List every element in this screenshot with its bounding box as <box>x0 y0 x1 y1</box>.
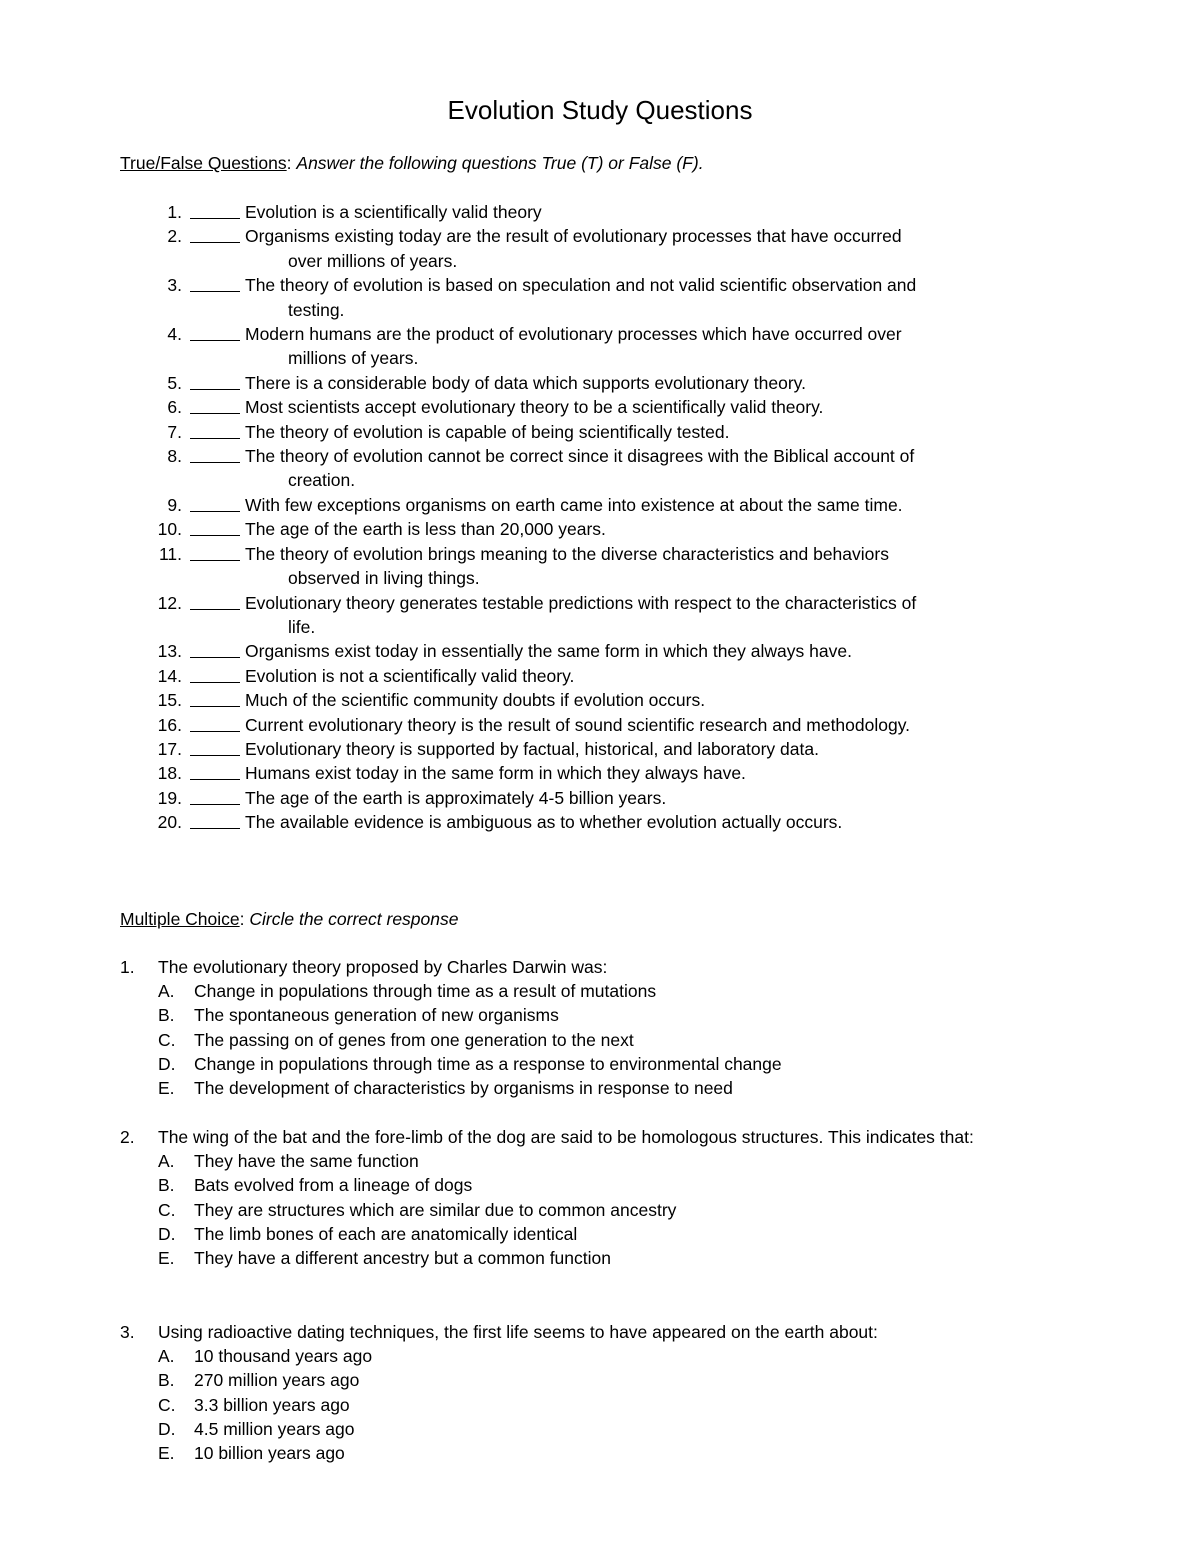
tf-question <box>120 639 1090 663</box>
tf-question-text: Evolution is not a scientifically valid theory. <box>245 665 575 686</box>
tf-question <box>120 444 1090 493</box>
tf-question-text: Modern humans are the product of evolutionary processes which have occurred over <box>245 324 902 345</box>
tf-question-text: Most scientists accept evolutionary theory to be a scientifically valid theory. <box>245 397 824 418</box>
tf-question-number: 9. <box>167 494 182 515</box>
tf-question-number: 18. <box>157 763 182 784</box>
tf-question-text: Evolutionary theory generates testable predictions with respect to the characteristics of <box>245 592 917 613</box>
tf-question-number: 10. <box>157 519 182 540</box>
tf-question-number: 19. <box>157 787 182 808</box>
mc-option-letter: D. <box>158 1418 176 1439</box>
mc-option[interactable] <box>120 1222 1080 1246</box>
mc-question-text: The wing of the bat and the fore-limb of the dog are said to be homologous structures. This indicates that: <box>158 1127 974 1147</box>
mc-option-letter: C. <box>158 1029 176 1050</box>
answer-blank[interactable] <box>190 493 240 512</box>
tf-question <box>120 493 1090 517</box>
mc-option-text: They are structures which are similar due to common ancestry <box>194 1199 677 1220</box>
tf-question-number: 1. <box>167 202 182 222</box>
answer-blank[interactable] <box>190 273 240 292</box>
tf-question-text: Organisms exist today in essentially the same form in which they always have. <box>245 641 852 662</box>
mc-question-number: 2. <box>120 1127 135 1147</box>
tf-question <box>120 224 1090 273</box>
mc-option[interactable] <box>120 1441 1080 1465</box>
tf-question-text: Much of the scientific community doubts if evolution occurs. <box>245 690 706 711</box>
mc-option[interactable] <box>120 1028 1080 1052</box>
tf-question <box>120 688 1090 712</box>
tf-instruction: Answer the following questions True (T) or False (F). <box>296 153 704 173</box>
mc-option-text: The development of characteristics by organisms in response to need <box>194 1078 733 1099</box>
tf-question <box>120 761 1090 785</box>
mc-option-text: 10 billion years ago <box>194 1443 345 1464</box>
tf-question-text: The theory of evolution cannot be correct since it disagrees with the Biblical account of <box>245 446 915 467</box>
tf-question-text: Humans exist today in the same form in which they always have. <box>245 763 746 784</box>
mc-question <box>120 1320 1080 1465</box>
mc-option[interactable] <box>120 979 1080 1003</box>
mc-option-text: The spontaneous generation of new organisms <box>194 1005 559 1026</box>
tf-question-text: Current evolutionary theory is the result of sound scientific research and methodology. <box>245 714 911 735</box>
answer-blank[interactable] <box>190 200 240 219</box>
mc-option[interactable] <box>120 1173 1080 1197</box>
mc-option-text: Change in populations through time as a response to environmental change <box>194 1053 782 1074</box>
mc-option-text: The limb bones of each are anatomically identical <box>194 1223 578 1244</box>
tf-heading: True/False Questions <box>120 153 287 173</box>
tf-question <box>120 810 1090 834</box>
mc-question-text: The evolutionary theory proposed by Charles Darwin was: <box>158 957 608 977</box>
mc-question <box>120 955 1080 1100</box>
mc-option-text: The passing on of genes from one generation to the next <box>194 1029 634 1050</box>
tf-question <box>120 664 1090 688</box>
tf-question-number: 15. <box>157 690 182 711</box>
mc-option-letter: E. <box>158 1443 175 1464</box>
mc-option[interactable] <box>120 1344 1080 1368</box>
mc-option-letter: E. <box>158 1248 175 1269</box>
tf-question-text: The theory of evolution is capable of being scientifically tested. <box>245 421 730 442</box>
mc-option-letter: A. <box>158 1346 175 1367</box>
mc-question-text: Using radioactive dating techniques, the first life seems to have appeared on the earth about: <box>158 1322 878 1342</box>
mc-option-text: 4.5 million years ago <box>194 1418 355 1439</box>
tf-question-number: 3. <box>167 275 182 296</box>
tf-question-number: 14. <box>157 665 182 686</box>
answer-blank[interactable] <box>190 761 240 780</box>
answer-blank[interactable] <box>190 737 240 756</box>
tf-question-text-continued: life. <box>288 616 316 637</box>
mc-option-letter: C. <box>158 1199 176 1220</box>
mc-option[interactable] <box>120 1393 1080 1417</box>
mc-option[interactable] <box>120 1368 1080 1392</box>
answer-blank[interactable] <box>190 688 240 707</box>
mc-section-header: Multiple Choice: Circle the correct response <box>120 909 459 929</box>
answer-blank[interactable] <box>190 420 240 439</box>
tf-question-text: Evolutionary theory is supported by factual, historical, and laboratory data. <box>245 738 819 759</box>
tf-question-number: 2. <box>167 226 182 247</box>
tf-question-text-continued: over millions of years. <box>288 250 458 271</box>
tf-question <box>120 737 1090 761</box>
mc-question-number: 3. <box>120 1322 135 1342</box>
tf-question-text-continued: testing. <box>288 299 345 320</box>
tf-question-text: The age of the earth is approximately 4-5 billion years. <box>245 787 667 808</box>
mc-option-letter: B. <box>158 1005 175 1026</box>
tf-question <box>120 322 1090 371</box>
tf-question-text: The age of the earth is less than 20,000 years. <box>245 519 606 540</box>
tf-question <box>120 542 1090 591</box>
tf-question-text-continued: creation. <box>288 470 356 491</box>
tf-question-number: 13. <box>157 641 182 662</box>
mc-option-letter: C. <box>158 1394 176 1415</box>
answer-blank[interactable] <box>190 371 240 390</box>
mc-question <box>120 1125 1080 1270</box>
answer-blank[interactable] <box>190 713 240 732</box>
tf-question-text: The available evidence is ambiguous as to whether evolution actually occurs. <box>245 812 843 833</box>
mc-option-letter: B. <box>158 1175 175 1196</box>
tf-question <box>120 273 1090 322</box>
tf-question-text-continued: observed in living things. <box>288 568 480 589</box>
tf-question-number: 20. <box>157 812 182 833</box>
answer-blank[interactable] <box>190 517 240 536</box>
tf-question <box>120 713 1090 737</box>
mc-question-number: 1. <box>120 957 135 977</box>
mc-option[interactable] <box>120 1246 1080 1270</box>
tf-question <box>120 395 1090 419</box>
mc-heading: Multiple Choice <box>120 909 240 929</box>
tf-question-number: 6. <box>167 397 182 418</box>
tf-question-list <box>120 200 1090 835</box>
answer-blank[interactable] <box>190 444 240 463</box>
mc-option-text: 3.3 billion years ago <box>194 1394 350 1415</box>
mc-option-text: Change in populations through time as a result of mutations <box>194 981 657 1002</box>
mc-option[interactable] <box>120 1052 1080 1076</box>
tf-question-number: 16. <box>157 714 182 735</box>
tf-question <box>120 420 1090 444</box>
tf-question-text: The theory of evolution is based on speculation and not valid scientific observation and <box>245 275 917 296</box>
answer-blank[interactable] <box>190 810 240 829</box>
mc-option-letter: D. <box>158 1053 176 1074</box>
tf-question-text: The theory of evolution brings meaning to the diverse characteristics and behaviors <box>245 543 889 564</box>
mc-option-letter: A. <box>158 981 175 1002</box>
mc-option-letter: B. <box>158 1370 175 1391</box>
answer-blank[interactable] <box>190 639 240 658</box>
tf-question-number: 12. <box>157 592 182 613</box>
tf-question-number: 4. <box>167 324 182 345</box>
answer-blank[interactable] <box>190 786 240 805</box>
answer-blank[interactable] <box>190 542 240 561</box>
tf-question-text: Organisms existing today are the result of evolutionary processes that have occurred <box>245 226 902 247</box>
tf-question <box>120 591 1090 640</box>
tf-section-header: True/False Questions: Answer the following questions True (T) or False (F). <box>120 153 704 173</box>
mc-option[interactable] <box>120 1003 1080 1027</box>
mc-option[interactable] <box>120 1417 1080 1441</box>
tf-question <box>120 786 1090 810</box>
mc-option-text: They have the same function <box>194 1151 419 1172</box>
answer-blank[interactable] <box>190 664 240 683</box>
answer-blank[interactable] <box>190 322 240 341</box>
tf-question-number: 7. <box>167 421 182 442</box>
tf-question-text: Evolution is a scientifically valid theory <box>245 202 542 222</box>
answer-blank[interactable] <box>190 395 240 414</box>
mc-instruction: Circle the correct response <box>249 909 459 929</box>
tf-question-number: 5. <box>167 372 182 393</box>
answer-blank[interactable] <box>190 591 240 610</box>
tf-question <box>120 200 1090 224</box>
tf-question-text-continued: millions of years. <box>288 348 419 369</box>
mc-option-text: 270 million years ago <box>194 1370 360 1391</box>
mc-option[interactable] <box>120 1076 1080 1100</box>
tf-question-text: There is a considerable body of data which supports evolutionary theory. <box>245 372 806 393</box>
mc-option-text: Bats evolved from a lineage of dogs <box>194 1175 473 1196</box>
tf-question-number: 8. <box>167 446 182 467</box>
mc-option-text: 10 thousand years ago <box>194 1346 373 1367</box>
tf-question-number: 17. <box>157 738 182 759</box>
mc-option-letter: A. <box>158 1151 175 1172</box>
mc-option[interactable] <box>120 1198 1080 1222</box>
tf-question <box>120 517 1090 541</box>
answer-blank[interactable] <box>190 224 240 243</box>
mc-option-letter: E. <box>158 1078 175 1099</box>
tf-question <box>120 371 1090 395</box>
mc-option-letter: D. <box>158 1223 176 1244</box>
tf-question-text: With few exceptions organisms on earth came into existence at about the same time. <box>245 494 903 515</box>
tf-question-number: 11. <box>158 543 182 564</box>
mc-option[interactable] <box>120 1149 1080 1173</box>
mc-option-text: They have a different ancestry but a common function <box>194 1248 611 1269</box>
page-title: Evolution Study Questions <box>447 95 753 125</box>
